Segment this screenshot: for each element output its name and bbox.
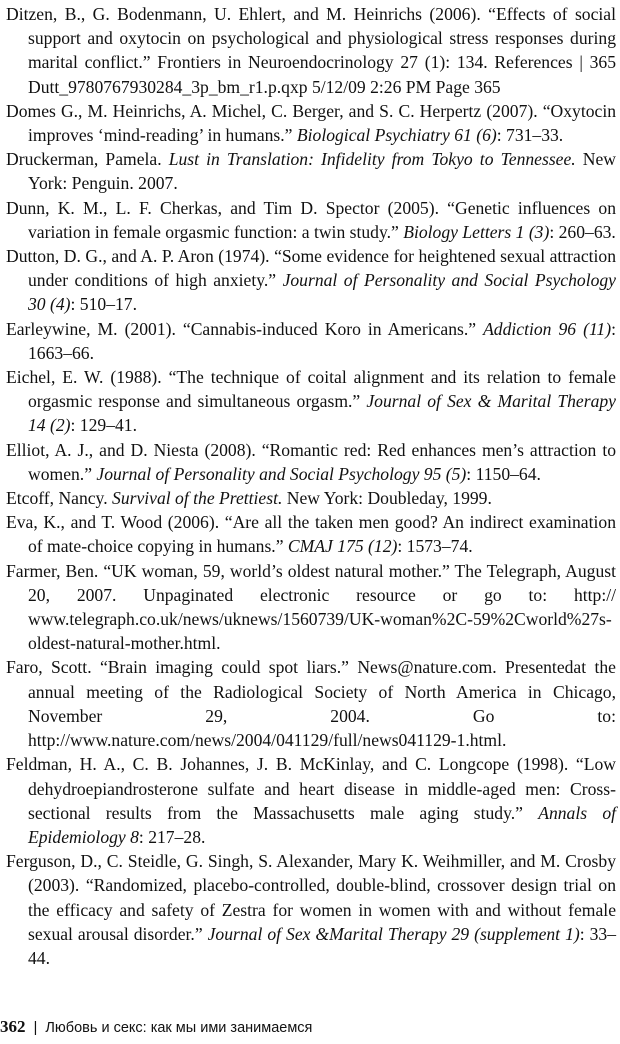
page-number: 362 xyxy=(0,1017,26,1036)
reference-text: Farmer, Ben. “UK woman, 59, world’s oldest natural mother.” The Telegraph, August 20, 2007. Unpaginated electronic resource or go to: http:// www.telegraph.co.uk/news/uknews/1560739/UK-woman%2C-59%2Cworld%27s-oldest-natural-mother.html. xyxy=(6,560,616,654)
reference-text: : 1150–64. xyxy=(466,463,541,484)
reference-text: Ditzen, B., G. Bodenmann, U. Ehlert, and M. Heinrichs (2006). “Effects of social support and oxytocin on psychological and physiological stress responses during marital conflict.” Frontiers in Neuroendocrinology 27 (1): 134. References | 365 Dutt_9780767930284_3p_bm_r1.p.qxp 5/12/09 2:26 PM Page 365 xyxy=(6,4,616,97)
reference-entry xyxy=(6,559,616,656)
reference-entry xyxy=(6,196,616,244)
reference-entry xyxy=(6,99,616,147)
reference-source-italic: Journal of Personality and Social Psychology 95 (5) xyxy=(96,463,467,484)
reference-entry xyxy=(6,244,616,317)
reference-entry xyxy=(6,486,616,510)
reference-text: : 510–17. xyxy=(70,294,137,315)
reference-source-italic: Addiction 96 (11) xyxy=(483,318,612,339)
reference-source-italic: Lust in Translation: Infidelity from Tokyo to Tennessee. xyxy=(168,149,576,170)
reference-text: Eva, K., and T. Wood (2006). “Are all the taken men good? An indirect examination of mate-choice copying in humans.” xyxy=(6,512,616,557)
reference-source-italic: Annals of Epidemiology 8 xyxy=(28,802,617,847)
reference-text: Feldman, H. A., C. B. Johannes, J. B. McKinlay, and C. Longcope (1998). “Low dehydroepiandrosterone sulfate and heart disease in middle-aged men: Cross-sectional results from the Massachusetts male aging study.” xyxy=(6,754,616,823)
reference-source-italic: Survival of the Prettiest. xyxy=(112,488,283,509)
reference-source-italic: CMAJ 175 (12) xyxy=(287,536,398,557)
reference-entry xyxy=(6,510,616,558)
reference-text: Dunn, K. M., L. F. Cherkas, and Tim D. Spector (2005). “Genetic influences on variation in female orgasmic function: a twin study.” xyxy=(6,197,616,242)
reference-text: Domes G., M. Heinrichs, A. Michel, C. Berger, and S. C. Herpertz (2007). “Oxytocin improves ‘mind-reading’ in humans.” xyxy=(6,100,616,146)
reference-text: New York: Doubleday, 1999. xyxy=(282,488,492,509)
reference-text: Earleywine, M. (2001). “Cannabis-induced Koro in Americans.” xyxy=(6,318,484,339)
reference-entry xyxy=(6,365,616,438)
reference-text: Dutton, D. G., and A. P. Aron (1974). “Some evidence for heightened sexual attraction under conditions of high anxiety.” xyxy=(6,246,616,291)
reference-text: : 217–28. xyxy=(138,826,206,847)
reference-text: Elliot, A. J., and D. Niesta (2008). “Romantic red: Red enhances men’s attraction to women.” xyxy=(6,439,616,484)
reference-text: : 260–63. xyxy=(549,221,616,242)
reference-text: Ferguson, D., C. Steidle, G. Singh, S. Alexander, Mary K. Weihmiller, and M. Crosby (2003). “Randomized, placebo-controlled, double-blind, crossover design trial on the efficacy and safety of Zestra for women in women with and without female sexual arousal disorder.” xyxy=(6,851,616,944)
reference-text: : 1573–74. xyxy=(397,536,473,557)
page-footer xyxy=(0,1014,312,1040)
footer-separator: | xyxy=(33,1019,38,1036)
reference-source-italic: Journal of Sex & Marital Therapy 14 (2) xyxy=(28,391,616,436)
reference-text: : 129–41. xyxy=(70,415,137,436)
reference-entry xyxy=(6,147,616,195)
reference-text: New York: Penguin. 2007. xyxy=(28,149,617,194)
reference-source-italic: Journal of Personality and Social Psychology 30 (4) xyxy=(28,270,616,315)
reference-entry xyxy=(6,438,616,486)
reference-entry xyxy=(6,849,616,970)
reference-list xyxy=(6,2,616,970)
reference-source-italic: Biology Letters 1 (3) xyxy=(403,221,550,242)
reference-text: : 731–33. xyxy=(496,125,564,146)
reference-source-italic: Journal of Sex &Marital Therapy 29 (supplement 1) xyxy=(207,923,580,944)
reference-entry xyxy=(6,752,616,849)
reference-text: Eichel, E. W. (1988). “The technique of coital alignment and its relation to female orgasmic response and simultaneous orgasm.” xyxy=(6,367,616,412)
reference-entry xyxy=(6,317,616,365)
reference-text: Druckerman, Pamela. xyxy=(6,149,169,170)
reference-text: : 1663–66. xyxy=(28,318,616,363)
reference-source-italic: Biological Psychiatry 61 (6) xyxy=(296,125,497,146)
reference-text: Etcoff, Nancy. xyxy=(6,488,113,509)
reference-text: Faro, Scott. “Brain imaging could spot liars.” News@nature.com. Presentedat the annual meeting of the Radiological Society of North America in Chicago, November 29, 2004. Go to: http://www.nature.com/news/2004/041129/full/news041129-1.html. xyxy=(6,657,616,751)
reference-text: : 33–44. xyxy=(28,923,617,968)
running-title: Любовь и секс: как мы ими занимаемся xyxy=(45,1020,313,1036)
reference-entry xyxy=(6,655,616,752)
reference-entry xyxy=(6,2,616,99)
